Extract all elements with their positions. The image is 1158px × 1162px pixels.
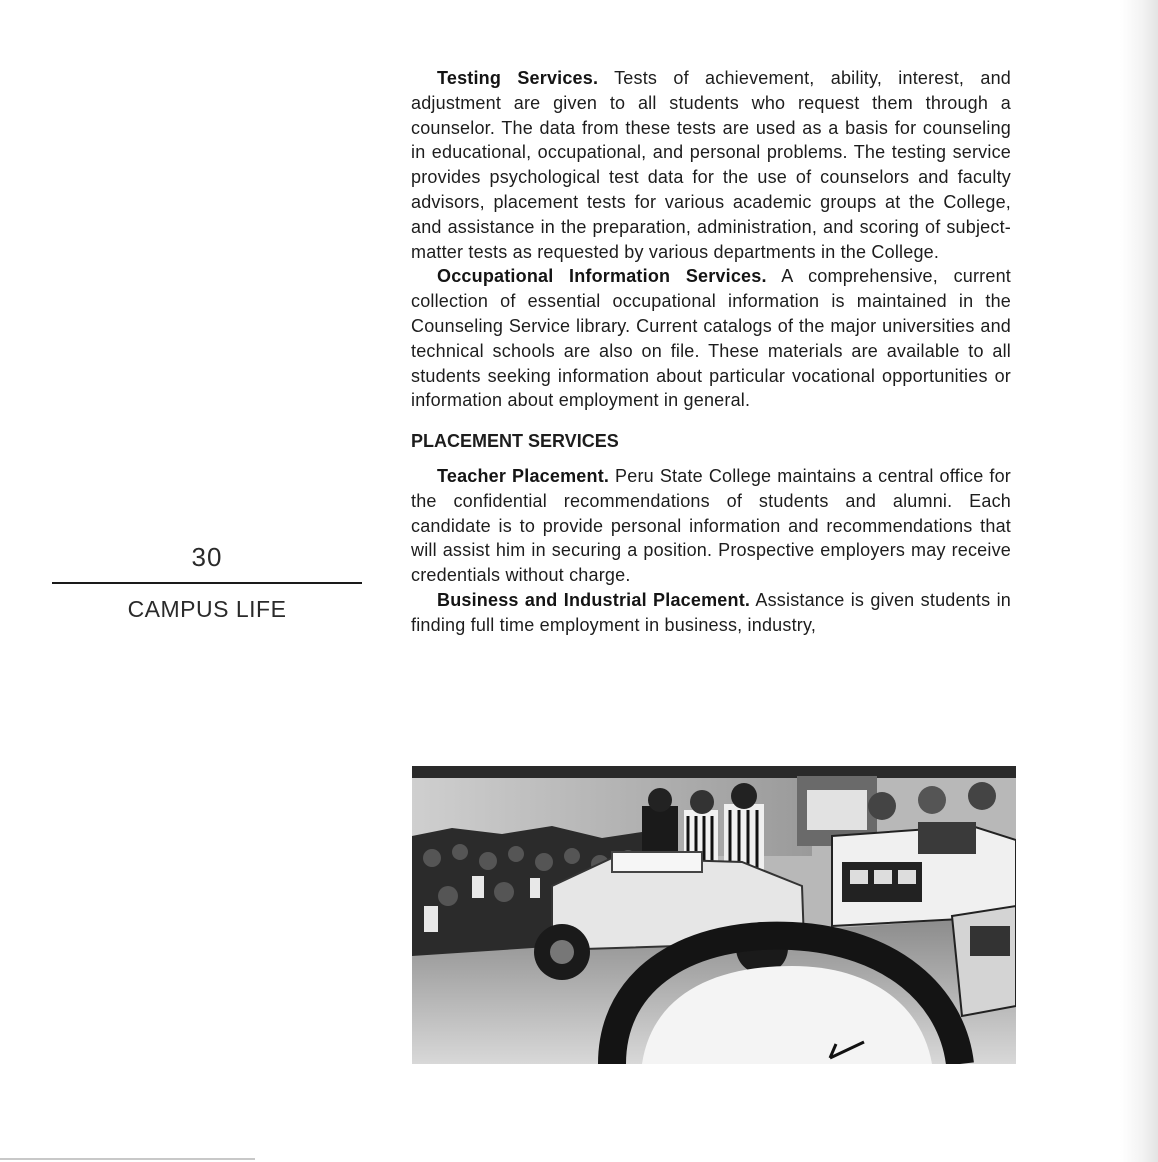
- bottom-rule: [0, 1158, 255, 1160]
- section-label: CAMPUS LIFE: [127, 596, 287, 622]
- sidebar: [52, 540, 362, 623]
- occupational-info-paragraph: [411, 264, 1011, 413]
- page-number: 30: [191, 542, 223, 572]
- teacher-placement-paragraph: [411, 464, 1011, 588]
- business-placement-title: Business and Industrial Placement.: [437, 589, 751, 610]
- main-text-column: [411, 66, 1011, 638]
- placement-services-heading: PLACEMENT SERVICES: [411, 431, 619, 452]
- teacher-placement-text: Peru State College maintains a central office for the confidential recommendations of students and alumni. Each candidate is to provide personal information and recommendations that will assist him in securing a position. Prospective employers may receive credentials without charge.: [411, 465, 1011, 586]
- testing-services-text: Tests of achievement, ability, interest, and adjustment are given to all students who request them through a counselor. The data from these tests are used as a basis for counseling in educational, occupational, and personal problems. The testing service provides psychological test data for the use of counselors and faculty advisors, placement tests for various academic groups at the College, and assistance in the preparation, administration, and scoring of subject-matter tests as requested by various departments in the College.: [411, 68, 1011, 262]
- page-edge-shadow: [1120, 0, 1158, 1162]
- teacher-placement-title: Teacher Placement.: [437, 465, 610, 486]
- business-placement-paragraph: [411, 588, 1011, 638]
- testing-services-title: Testing Services.: [437, 68, 599, 88]
- sidebar-divider: [52, 582, 362, 584]
- parade-photo: [412, 766, 1016, 1064]
- business-placement-text: Assistance is given students in finding full time employment in business, industry,: [411, 589, 1011, 635]
- occupational-info-title: Occupational Information Services.: [437, 266, 767, 287]
- testing-services-paragraph: [411, 66, 1011, 264]
- occupational-info-text: A comprehensive, current collection of essential occupational information is maintained in the Counseling Service library. Current catalogs of the major universities and technical schools are also on file. These materials are available to all students seeking information about particular vocational opportunities or information about employment in general.: [411, 266, 1011, 411]
